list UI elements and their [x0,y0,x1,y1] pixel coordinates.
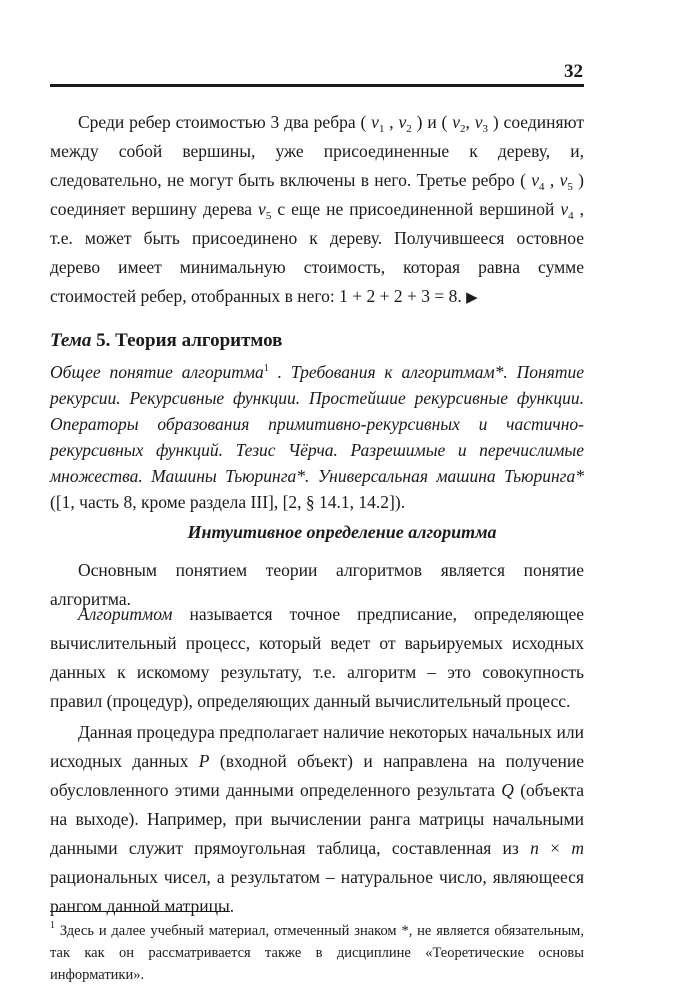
var-v: v [559,170,568,190]
paragraph-text: Среди ребер стоимостью 3 два ребра ( $v_1$ , $v_2$ ) и ( $v_2$, $v_3$ ) соединяют между собой вершины, уже присоединенные к дереву, и, следовательно, не могут быть включены в него. Третье ребро ( $v_4$ , $v_5$ ) соединяет вершину дерева $v_5$ с еще не присоединенной вершиной $v_4$ , т.е. может быть присоединено к дереву. Получившееся остовное дерево имеет минимальную стоимость, которая равна сумме стоимостей ребер, отобранных в него: 1 + 2 + 2 + 3 = 8. ▶ [50,112,585,306]
var-v: v [398,112,407,132]
footnote: $^1$ Здесь и далее учебный материал, отмеченный знаком *, не является обязательным, так как он рассматривается также в дисциплине «Теоретические основы информатики». [50,920,584,983]
var-v: v [474,112,483,132]
topic-description: Общее понятие алгоритма$^1$ . Требования к алгоритмам*. Понятие рекурсии. Рекурсивные функции. Простейшие рекурсивные функции. Операторы образования примитивно-рекурсивных и частично-рекурсивных функций. Тезис Чёрча. Разрешимые и перечислимые множества. Машины Тьюринга*. Универсальная машина Тьюринга* ([1, часть 8, кроме раздела III], [2, § 14.1, 14.2]). [50,362,584,512]
footnote-mark: 1 [50,920,55,931]
var-n: n [530,838,539,858]
paragraph-procedure: Данная процедура предполагает наличие некоторых начальных или исходных данных P (входной объект) и направлена на получение обусловленного этими данными определенного результата Q (объекта на выходе). Например, при вычислении ранга матрицы начальными данными служит прямоугольная таблица, составленная из n × m рациональных чисел, а результатом – натуральное число, являющееся рангом данной матрицы. [50,722,585,916]
var-P: P [198,751,210,771]
section-title: Интуитивное определение алгоритма [187,522,497,542]
var-v: v [371,112,379,132]
defined-term: Алгоритмом [78,604,173,624]
end-of-example-icon: ▶ [466,290,478,306]
var-v: v [531,170,540,190]
var-v: v [258,199,266,219]
topic-title: Тема 5. Теория алгоритмов [50,330,283,351]
paragraph-basic-concept: Основным понятием теории алгоритмов является понятие алгоритма. [50,560,584,609]
footnote-rule [50,911,230,912]
paragraph-definition: Алгоритмом называется точное предписание, определяющее вычислительный процесс, который ведет от варьируемых исходных данных к искомому результату, т.е. алгоритм – это совокупность правил (процедур), определяющих данный вычислительный процесс. [50,604,584,711]
var-Q: Q [501,780,514,800]
var-m: m [571,838,584,858]
var-v: v [560,199,569,219]
var-v: v [452,112,461,132]
footnote-ref: 1 [263,363,269,374]
header-rule [50,84,584,87]
page-number: 32 [564,61,583,82]
paragraph-spanning-tree [50,108,584,313]
